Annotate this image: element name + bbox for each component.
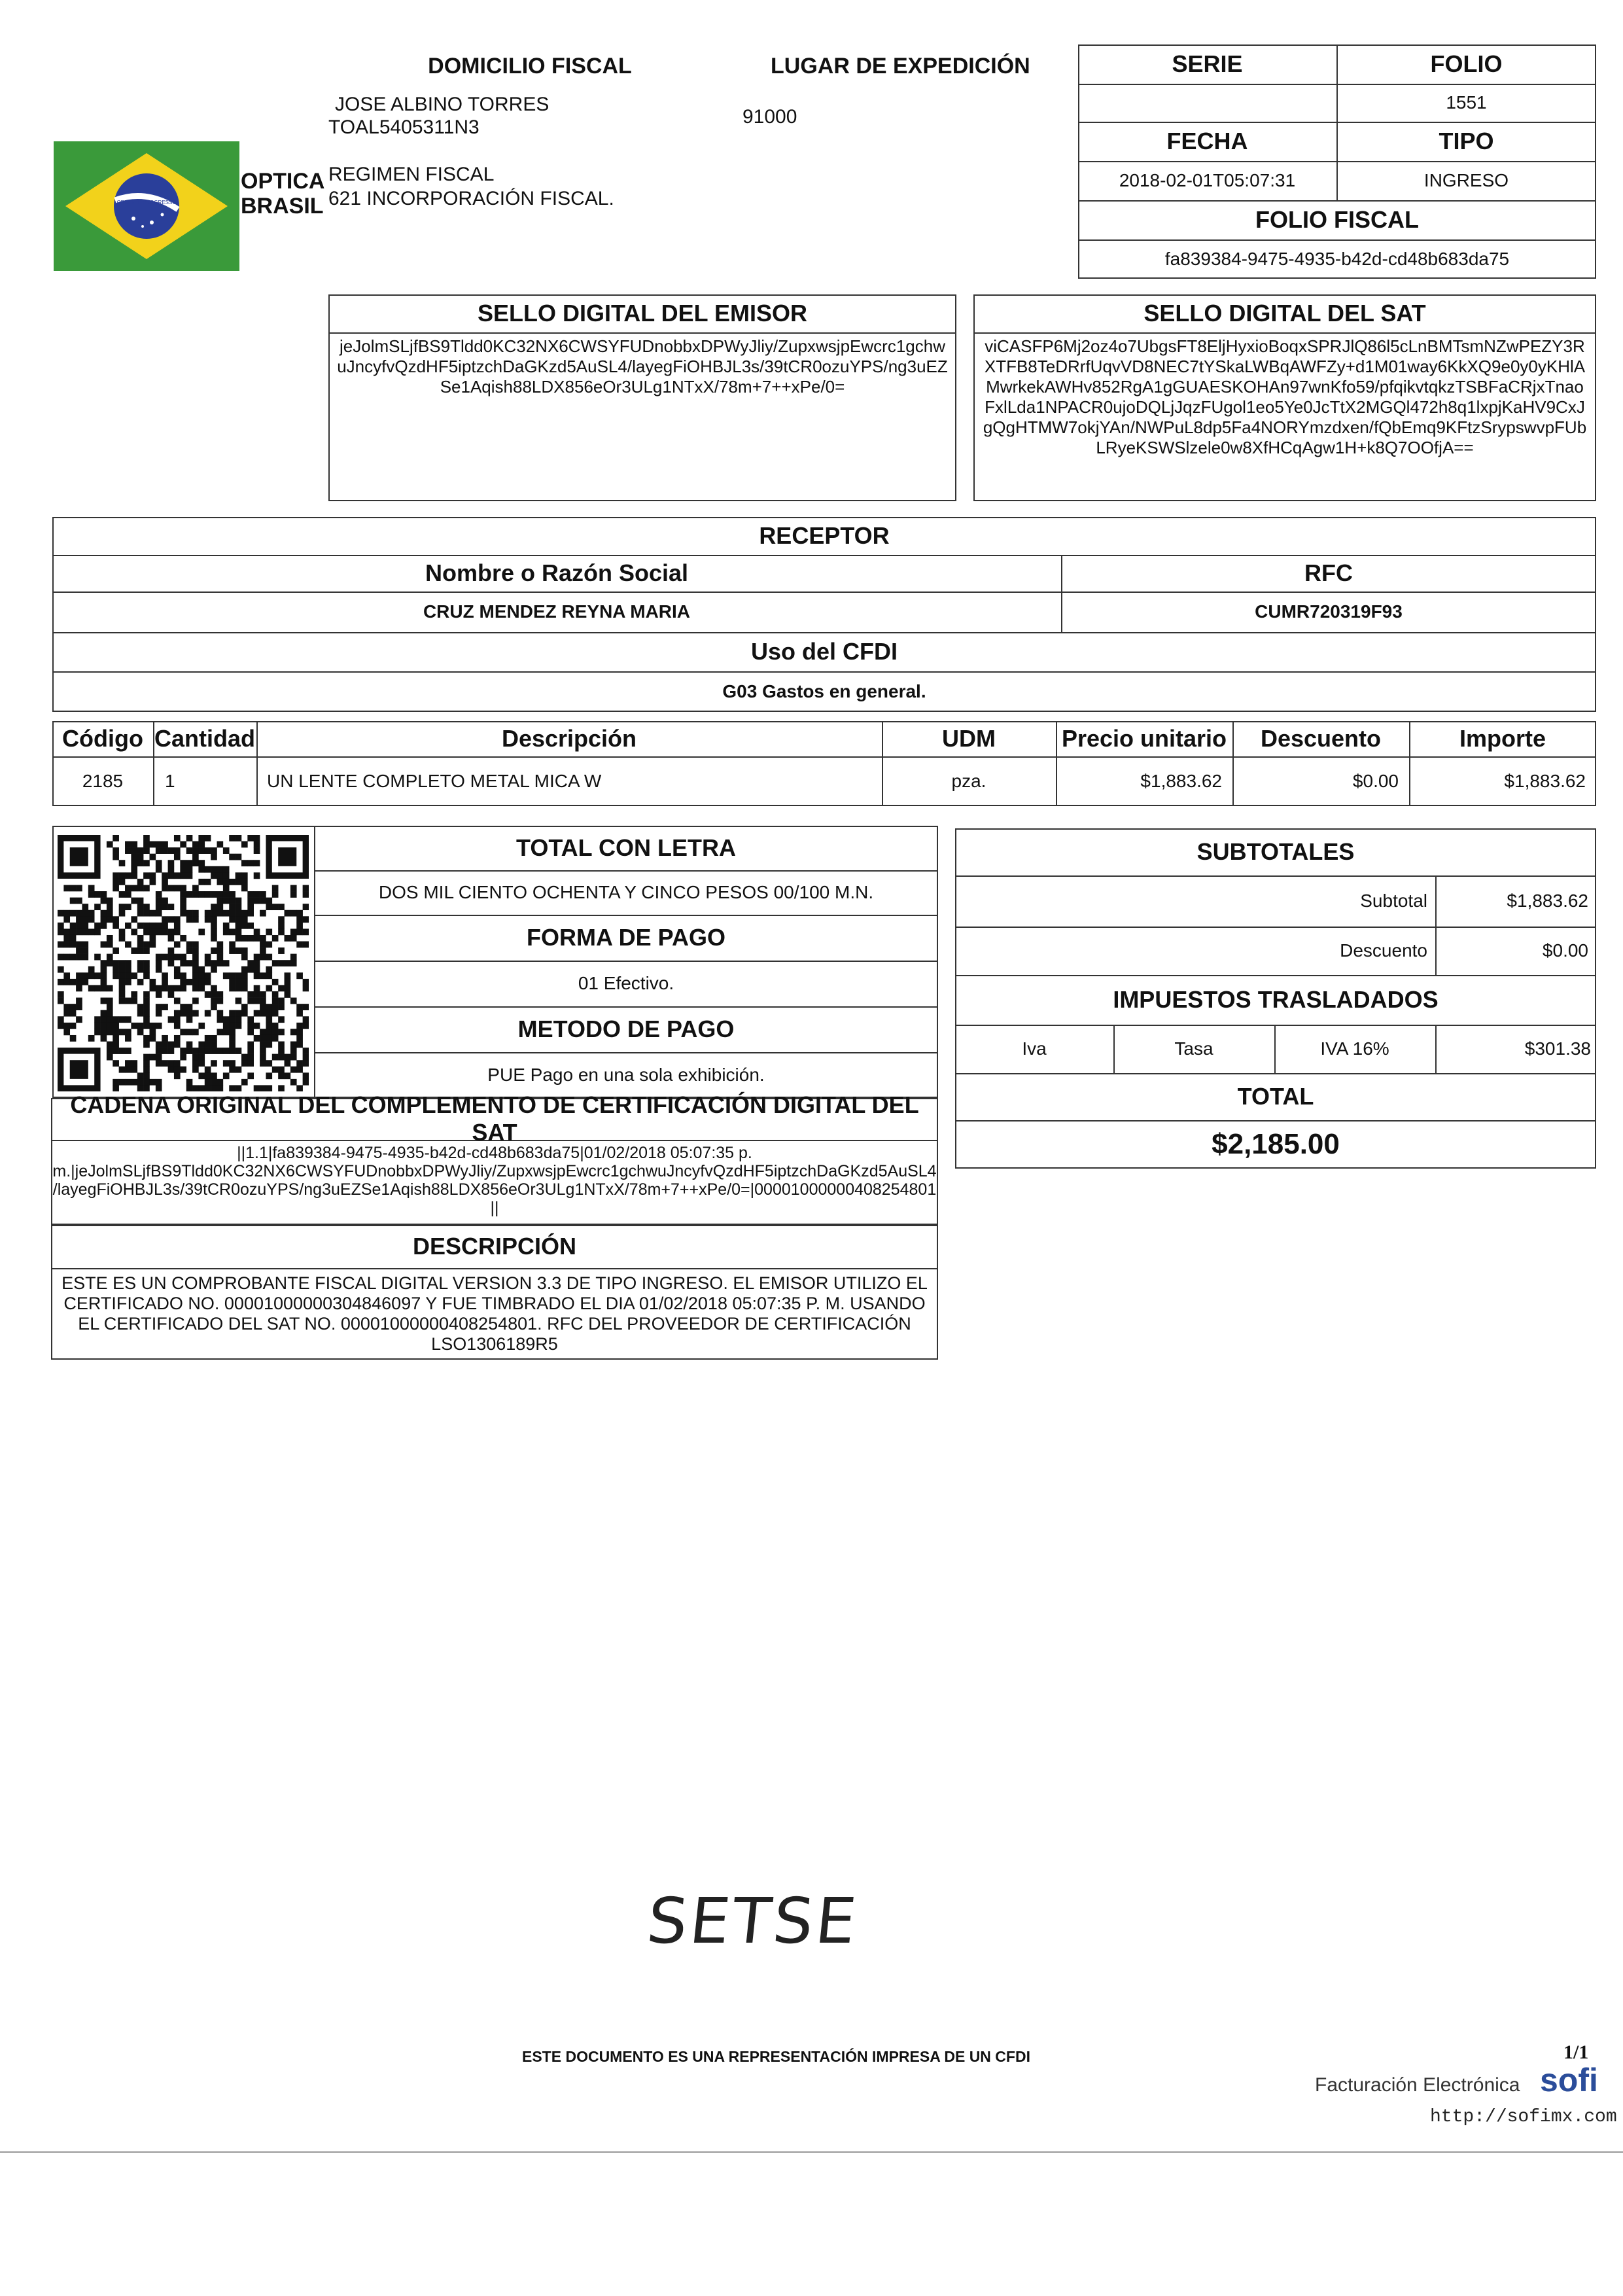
descripcion-line: LSO1306189R5 [431, 1334, 558, 1354]
folio-value: 1551 [1446, 92, 1487, 113]
sofi-logo: sofi [1540, 2062, 1598, 2098]
uso-cfdi-value: G03 Gastos en general. [722, 681, 926, 701]
subtotal-value: $1,883.62 [1507, 891, 1588, 911]
total-con-letra-value: DOS MIL CIENTO OCHENTA Y CINCO PESOS 00/100 M.N. [378, 882, 874, 902]
sello-emisor-value: jeJolmSLjfBS9Tldd0KC32NX6CWSYFUDnobbxDPWyJliy/ZupxwsjpEwcrc1gchwuJncyfvQzdHF5iptzchDaGKzd5AuSL4/layegFiOHBJL3s/39tCR0ozuYPS/ng3uEZSe1Aqish88LDX856eOr3ULg1NTxX/78m+7++xPe/0= [337, 336, 948, 397]
tipo-label: TIPO [1439, 128, 1494, 154]
rfc-label: RFC [1304, 559, 1353, 586]
nombre-razon-social-label: Nombre o Razón Social [425, 559, 689, 586]
tax-amount: $301.38 [1524, 1038, 1591, 1059]
brand-text: Facturación Electrónica [1315, 2074, 1520, 2096]
issuer-rfc: TOAL5405311N3 [328, 116, 480, 138]
total-label: TOTAL [1237, 1083, 1314, 1110]
domicilio-fiscal-title: DOMICILIO FISCAL [428, 54, 632, 79]
table-cell-descripcion: UN LENTE COMPLETO METAL MICA W [267, 771, 602, 791]
folio-fiscal-value: fa839384-9475-4935-b42d-cd48b683da75 [1164, 249, 1510, 269]
regimen-fiscal-value: 621 INCORPORACIÓN FISCAL. [328, 188, 614, 209]
tax-type: Tasa [1174, 1038, 1213, 1059]
table-cell-precio: $1,883.62 [1140, 771, 1222, 791]
descripcion-value [51, 1273, 938, 1354]
issuer-name: JOSE ALBINO TORRES [335, 94, 550, 115]
descuento-value: $0.00 [1542, 940, 1588, 961]
brand-url: http://sofimx.com [1430, 2107, 1617, 2127]
flag-motto: ORDEM E PROGRESSO [116, 200, 177, 205]
subtotal-label: Subtotal [1360, 891, 1427, 911]
total-value: $2,185.00 [1212, 1128, 1340, 1160]
metodo-pago-label: METODO DE PAGO [517, 1016, 735, 1042]
receptor-rfc-value: CUMR720319F93 [1255, 601, 1403, 622]
serie-label: SERIE [1172, 50, 1243, 77]
serie-value [1078, 84, 1336, 122]
logo-line-2: BRASIL [241, 194, 324, 219]
logo-line-1: OPTICA [241, 169, 325, 194]
sello-emisor-title: SELLO DIGITAL DEL EMISOR [477, 300, 808, 327]
metodo-pago-value: PUE Pago en una sola exhibición. [487, 1065, 765, 1085]
receptor-name-value: CRUZ MENDEZ REYNA MARIA [423, 601, 691, 622]
col-header-codigo: Código [62, 725, 143, 752]
optica-brasil-logo-text [241, 169, 324, 219]
col-header-descuento: Descuento [1260, 725, 1382, 752]
col-header-descripcion: Descripción [501, 725, 637, 752]
cadena-original-title: CADENA ORIGINAL DEL COMPLEMENTO DE CERTIFICACIÓN DIGITAL DEL SAT [70, 1091, 919, 1146]
tax-name: Iva [1022, 1038, 1047, 1059]
sello-sat-title: SELLO DIGITAL DEL SAT [1143, 300, 1426, 327]
regimen-fiscal-label: REGIMEN FISCAL [328, 164, 495, 185]
lugar-expedicion-value: 91000 [742, 106, 797, 128]
forma-pago-label: FORMA DE PAGO [527, 924, 725, 951]
descripcion-title: DESCRIPCIÓN [412, 1233, 577, 1260]
bottom-rule [0, 2151, 1623, 2153]
brazil-flag-logo [54, 141, 239, 271]
page-number: 1/1 [1563, 2041, 1589, 2063]
uso-cfdi-label: Uso del CFDI [750, 638, 898, 665]
qr-code [58, 835, 309, 1091]
descuento-label: Descuento [1340, 940, 1427, 961]
forma-pago-value: 01 Efectivo. [578, 973, 674, 993]
folio-label: FOLIO [1430, 50, 1503, 77]
handwritten-signature: SETSE [644, 1884, 862, 1958]
cadena-line: /layegFiOHBJL3s/39tCR0ozuYPS/ng3uEZSe1Aqish88LDX856eOr3ULg1NTxX/78m+7++xPe/0=|00001000000408254801 [52, 1180, 937, 1199]
col-header-importe: Importe [1459, 725, 1546, 752]
descripcion-line: EL CERTIFICADO DEL SAT NO. 00001000000408254801. RFC DEL PROVEEDOR DE CERTIFICACIÓN [78, 1314, 911, 1333]
impuestos-trasladados-label: IMPUESTOS TRASLADADOS [1113, 986, 1439, 1013]
tipo-value: INGRESO [1423, 170, 1509, 190]
footer-note: ESTE DOCUMENTO ES UNA REPRESENTACIÓN IMPRESA DE UN CFDI [522, 2048, 1030, 2065]
table-cell-codigo: 2185 [82, 771, 124, 791]
cadena-line: ||1.1|fa839384-9475-4935-b42d-cd48b683da75|01/02/2018 05:07:35 p. [237, 1144, 752, 1162]
folio-fiscal-label: FOLIO FISCAL [1255, 206, 1419, 233]
descripcion-line: ESTE ES UN COMPROBANTE FISCAL DIGITAL VERSION 3.3 DE TIPO INGRESO. EL EMISOR UTILIZO EL [61, 1273, 928, 1293]
table-cell-udm: pza. [951, 771, 986, 791]
col-header-precio-unitario: Precio unitario [1061, 725, 1227, 752]
receptor-title: RECEPTOR [759, 522, 890, 549]
sello-sat-value: viCASFP6Mj2oz4o7UbgsFT8EljHyxioBoqxSPRJlQ86l5cLnBMTsmNZwPEZY3RXTFB8TeDRrfUqvVD8NEC7tYSkaLWBqAWFZy+d1M01way6KkXQ9e0y0yKHlAMwrkekAWHv852RgA1gGUAESKOHAn97wnKfo59/pfqikvtqkzTSBFaCRjxTnaoFxlLda1NPACR0ujoDQLjJqzFUgol1eo5Ye0JcTtX2MGQl472h8q1lxpjKaHV9CxJgQgHTMW7okjYAn/NWPuL8dp5Fa4NORYmzdxen/fQbEmq9KFtzSrypswvpFUbLRyeKSWSlzele0w8XfHCqAgw1H+k8Q7OOfjA== [983, 336, 1587, 457]
fecha-value: 2018-02-01T05:07:31 [1119, 170, 1296, 190]
cadena-line: || [490, 1199, 499, 1217]
table-cell-descuento: $0.00 [1352, 771, 1399, 791]
total-con-letra-label: TOTAL CON LETRA [516, 834, 736, 861]
col-header-udm: UDM [942, 725, 996, 752]
lugar-expedicion-title: LUGAR DE EXPEDICIÓN [771, 54, 1030, 79]
cadena-original-value [51, 1144, 938, 1217]
tax-rate: IVA 16% [1320, 1038, 1389, 1059]
fecha-label: FECHA [1166, 128, 1248, 154]
col-header-cantidad: Cantidad [154, 725, 255, 752]
subtotales-label: SUBTOTALES [1196, 838, 1355, 865]
table-cell-importe: $1,883.62 [1504, 771, 1586, 791]
table-cell-cantidad: 1 [165, 771, 175, 791]
descripcion-line: CERTIFICADO NO. 00001000000304846097 Y FUE TIMBRADO EL DIA 01/02/2018 05:07:35 P. M. USANDO [63, 1294, 926, 1313]
cadena-line: m.|jeJolmSLjfBS9Tldd0KC32NX6CWSYFUDnobbxDPWyJliy/ZupxwsjpEwcrc1gchwuJncyfvQzdHF5iptzchDaGKzd5AuSL4 [52, 1162, 937, 1180]
